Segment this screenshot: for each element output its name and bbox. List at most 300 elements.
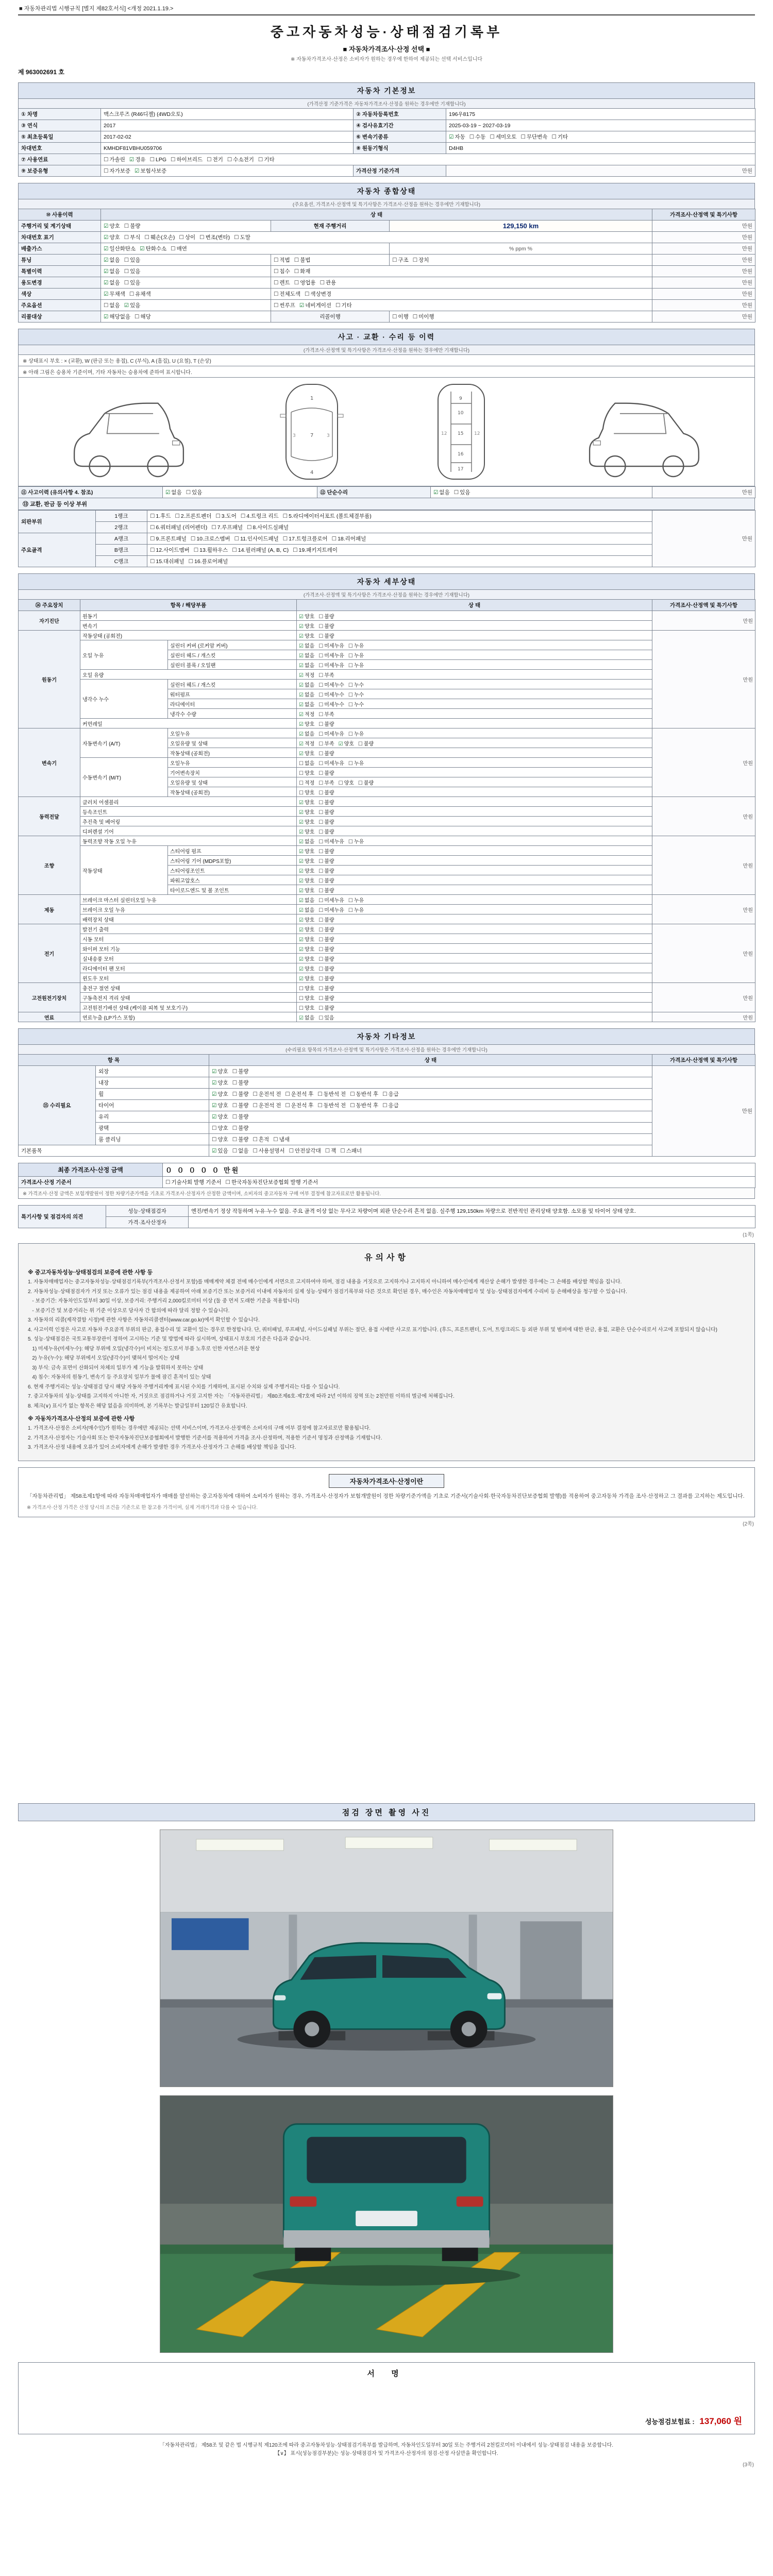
checkbox-탄화수소[interactable]: ☑ 탄화수소 xyxy=(140,246,167,252)
column-header: 항목 / 해당부품 xyxy=(80,600,297,611)
checkbox-16.플로어패널[interactable]: ☐ 16.플로어패널 xyxy=(188,558,228,565)
checkbox-없음[interactable]: ☑ 없음 xyxy=(299,1015,315,1021)
checkbox-양호[interactable]: ☑ 양호 xyxy=(299,633,315,639)
checkbox-불량[interactable]: ☐ 불량 xyxy=(358,780,374,786)
checkbox-불량[interactable]: ☐ 불량 xyxy=(318,633,334,639)
checkbox-관용[interactable]: ☐ 관용 xyxy=(320,280,337,286)
checkbox-상이[interactable]: ☐ 상이 xyxy=(179,234,196,241)
cell xyxy=(297,777,652,787)
checkbox-기타[interactable]: ☐ 기타 xyxy=(258,157,275,163)
checkbox-누수[interactable]: ☐ 누수 xyxy=(348,682,364,688)
checkbox-흔적[interactable]: ☐ 흔적 xyxy=(253,1137,270,1143)
checkbox-양호[interactable]: ☑ 양호 xyxy=(299,614,315,620)
checkbox-불량[interactable]: ☐ 불량 xyxy=(318,976,334,982)
checkbox-한국자동차진단보증협회 발행 기준서[interactable]: ☐ 한국자동차진단보증협회 발행 기준서 xyxy=(225,1179,318,1185)
checkbox-구조[interactable]: ☐ 구조 xyxy=(392,257,409,263)
diagram-note: ※ 아래 그림은 승용차 기준이며, 기타 자동차는 승용차에 준하여 표시합니다. xyxy=(18,366,755,377)
checkbox-11.인사이드패널[interactable]: ☐ 11.인사이드패널 xyxy=(234,536,279,542)
checkbox-3.도어[interactable]: ☐ 3.도어 xyxy=(215,513,237,519)
checkbox-응급[interactable]: ☐ 응급 xyxy=(382,1103,399,1109)
checkbox-적정[interactable]: ☑ 적정 xyxy=(299,741,315,747)
checkbox-누유[interactable]: ☐ 누유 xyxy=(348,731,364,737)
parts-table-title: ⑬ 교환, 판금 등 이상 부위 xyxy=(18,498,755,510)
checkbox-없음[interactable]: ☑ 없음 xyxy=(299,692,315,698)
checkbox-침수[interactable]: ☐ 침수 xyxy=(274,268,290,275)
checkbox-부족[interactable]: ☐ 부족 xyxy=(318,741,334,747)
checkbox-있음[interactable]: ☑ 있음 xyxy=(212,1148,228,1154)
section-basic-info xyxy=(18,82,755,177)
checkbox-색상변경[interactable]: ☐ 색상변경 xyxy=(305,291,331,297)
cell xyxy=(209,1145,652,1157)
checkbox-운전석 전[interactable]: ☐ 운전석 전 xyxy=(253,1103,281,1109)
checkbox-미세누유[interactable]: ☐ 미세누유 xyxy=(318,760,344,767)
cell: ⑨ 보증유형 xyxy=(19,165,101,177)
checkbox-있음[interactable]: ☐ 있음 xyxy=(124,280,141,286)
cell: 만원 xyxy=(652,266,755,277)
checkbox-양호[interactable]: ☑ 양호 xyxy=(299,809,315,816)
checkbox-불량[interactable]: ☐ 불량 xyxy=(318,937,334,943)
checkbox-없음[interactable]: ☑ 없음 xyxy=(433,489,450,496)
checkbox-누유[interactable]: ☐ 누유 xyxy=(348,643,364,649)
cell xyxy=(209,1089,652,1100)
checkbox-적정[interactable]: ☐ 적정 xyxy=(299,780,315,786)
checkbox-미세누수[interactable]: ☐ 미세누수 xyxy=(318,682,344,688)
table-row xyxy=(19,944,755,954)
checkbox-스패너[interactable]: ☐ 스패너 xyxy=(340,1148,362,1154)
checkbox-미세누유[interactable]: ☐ 미세누유 xyxy=(318,731,344,737)
table-row xyxy=(19,1012,755,1022)
section-title: 자동차 세부상태 xyxy=(18,573,755,589)
checkbox-7.루프패널[interactable]: ☐ 7.루프패널 xyxy=(211,524,243,531)
checkbox-불량[interactable]: ☐ 불량 xyxy=(318,721,334,727)
checkbox-14.필러패널 (A, B, C)[interactable]: ☐ 14.필러패널 (A, B, C) xyxy=(232,547,289,553)
table-row xyxy=(19,487,755,498)
section-note: (가격산정 기준가격은 자동차가격조사·산정을 원하는 경우에만 기재합니다) xyxy=(18,98,755,108)
checkbox-양호[interactable]: ☐ 양호 xyxy=(338,780,354,786)
checkbox-양호[interactable]: ☑ 양호 xyxy=(299,946,315,953)
cell: 등속조인트 xyxy=(80,807,297,817)
checkbox-무단변속[interactable]: ☐ 무단변속 xyxy=(520,134,548,140)
checkbox-적법[interactable]: ☐ 적법 xyxy=(274,257,290,263)
checkbox-동반석 후[interactable]: ☐ 동반석 후 xyxy=(350,1103,379,1109)
cell: 고전원전기배선 상태 (케이블 피복 및 보호기구) xyxy=(80,1003,297,1012)
checkbox-운전석 후[interactable]: ☐ 운전석 후 xyxy=(285,1103,314,1109)
checkbox-불량[interactable]: ☐ 불량 xyxy=(318,888,334,894)
checkbox-미세누유[interactable]: ☐ 미세누유 xyxy=(318,907,344,913)
checkbox-미세누수[interactable]: ☐ 미세누수 xyxy=(318,702,344,708)
checkbox-불량[interactable]: ☐ 불량 xyxy=(318,770,334,776)
table-row xyxy=(19,680,755,689)
table-row xyxy=(19,1134,755,1145)
checkbox-없음[interactable]: ☑ 없음 xyxy=(104,268,120,275)
checkbox-불량[interactable]: ☐ 불량 xyxy=(232,1091,249,1097)
inspection-insurance-fee xyxy=(645,2414,742,2427)
checkbox-양호[interactable]: ☑ 양호 xyxy=(299,868,315,874)
checkbox-응급[interactable]: ☐ 응급 xyxy=(382,1091,399,1097)
cell: 특기사항 및 점검자의 의견 xyxy=(19,1206,106,1228)
checkbox-19.패키지트레이[interactable]: ☐ 19.패키지트레이 xyxy=(293,547,338,553)
notice-line: 4. 사고이력 인정은 사고로 자동차 주요골격 부위의 판금, 용접수리 및 교환이 있는 경우로 한정합니다. 단, 쿼터패널, 루프패널, 사이드실패널 부위는 절단, 용접 시에만 사고로 표기합니다. (후드, 프론트펜더, 도어, 트렁크리드 등 외판 부위 및 범퍼에 대한 판금, 용접, 교환은 단순수리로서 사고에 포함되지 않습니다) xyxy=(28,1327,717,1333)
checkbox-동반석 전[interactable]: ☐ 동반석 전 xyxy=(317,1091,346,1097)
cell: 만원 xyxy=(652,836,755,895)
checkbox-운전석 후[interactable]: ☐ 운전석 후 xyxy=(285,1091,314,1097)
checkbox-없음[interactable]: ☑ 없음 xyxy=(104,257,120,263)
table-row xyxy=(19,973,755,983)
section-title: 자동차 종합상태 xyxy=(18,183,755,199)
table-row xyxy=(19,243,755,255)
checkbox-양호[interactable]: ☑ 양호 xyxy=(299,888,315,894)
checkbox-운전석 전[interactable]: ☐ 운전석 전 xyxy=(253,1091,281,1097)
checkbox-기술사회 발행 기준서[interactable]: ☐ 기술사회 발행 기준서 xyxy=(165,1179,222,1185)
checkbox-양호[interactable]: ☑ 양호 xyxy=(299,721,315,727)
checkbox-17.트렁크플로어[interactable]: ☐ 17.트렁크플로어 xyxy=(282,536,328,542)
checkbox-보험사보증[interactable]: ☑ 보험사보증 xyxy=(135,168,167,174)
checkbox-자동[interactable]: ☑ 자동 xyxy=(449,134,465,140)
cell: 라디에이터 팬 모터 xyxy=(80,963,297,973)
column-header: 가격조사·산정액 및 특기사항 xyxy=(652,209,755,221)
checkbox-매연[interactable]: ☐ 매연 xyxy=(171,246,187,252)
checkbox-가솔린[interactable]: ☐ 가솔린 xyxy=(104,157,125,163)
checkbox-양호[interactable]: ☑ 양호 xyxy=(299,819,315,825)
checkbox-부족[interactable]: ☐ 부족 xyxy=(318,780,334,786)
checkbox-무채색[interactable]: ☑ 무채색 xyxy=(104,291,125,297)
checkbox-불량[interactable]: ☐ 불량 xyxy=(318,751,334,757)
checkbox-양호[interactable]: ☑ 양호 xyxy=(299,829,315,835)
cell xyxy=(209,1111,652,1123)
table-row xyxy=(19,1055,755,1066)
table-row xyxy=(19,556,755,567)
cell xyxy=(297,934,652,944)
final-price-table xyxy=(18,1163,755,1188)
checkbox-부족[interactable]: ☐ 부족 xyxy=(318,711,334,718)
checkbox-렌트[interactable]: ☐ 렌트 xyxy=(274,280,290,286)
checkbox-없음[interactable]: ☑ 없음 xyxy=(299,682,315,688)
checkbox-양호[interactable]: ☑ 양호 xyxy=(299,858,315,865)
cell: 고전원전기장치 xyxy=(19,983,80,1012)
checkbox-없음[interactable]: ☐ 없음 xyxy=(104,302,120,309)
checkbox-장치[interactable]: ☐ 장치 xyxy=(412,257,429,263)
cell xyxy=(297,650,652,660)
checkbox-18.리어패널[interactable]: ☐ 18.리어패널 xyxy=(331,536,366,542)
checkbox-전기[interactable]: ☐ 전기 xyxy=(207,157,223,163)
cell: 주행거리 및 계기상태 xyxy=(19,221,101,232)
column-header: ⑩ 사용이력 xyxy=(19,209,101,221)
cell xyxy=(101,255,271,266)
checkbox-양호[interactable]: ☑ 양호 xyxy=(299,751,315,757)
cell: 가격산정 기준가격 xyxy=(354,165,446,177)
checkbox-불량[interactable]: ☐ 불량 xyxy=(232,1125,249,1131)
cell xyxy=(297,905,652,914)
checkbox-없음[interactable]: ☑ 없음 xyxy=(299,653,315,659)
cell: 129,150 km xyxy=(390,221,652,232)
checkbox-있음[interactable]: ☐ 있음 xyxy=(453,489,470,496)
checkbox-전체도색[interactable]: ☐ 전체도색 xyxy=(274,291,300,297)
checkbox-미세누유[interactable]: ☐ 미세누유 xyxy=(318,839,344,845)
checkbox-불량[interactable]: ☐ 불량 xyxy=(318,917,334,923)
cell: 작동상태 xyxy=(80,846,168,895)
checkbox-훼손(오손)[interactable]: ☐ 훼손(오손) xyxy=(144,234,175,241)
checkbox-불량[interactable]: ☐ 불량 xyxy=(318,623,334,630)
checkbox-양호[interactable]: ☐ 양호 xyxy=(299,995,315,1002)
checkbox-동반석 전[interactable]: ☐ 동반석 전 xyxy=(317,1103,346,1109)
table-row xyxy=(19,993,755,1003)
checkbox-불량[interactable]: ☐ 불량 xyxy=(318,878,334,884)
checkbox-없음[interactable]: ☐ 없음 xyxy=(299,760,315,767)
table-row xyxy=(19,621,755,631)
fee-label: 성능점검보험료 : xyxy=(645,2418,695,2426)
checkbox-없음[interactable]: ☑ 없음 xyxy=(299,907,315,913)
checkbox-양호[interactable]: ☑ 양호 xyxy=(299,927,315,933)
checkbox-없음[interactable]: ☑ 없음 xyxy=(104,280,120,286)
checkbox-적정[interactable]: ☑ 적정 xyxy=(299,672,315,679)
checkbox-있음[interactable]: ☐ 있음 xyxy=(124,257,141,263)
cell xyxy=(209,1123,652,1134)
checkbox-미세누유[interactable]: ☐ 미세누유 xyxy=(318,663,344,669)
cell: 브레이크 오일 누유 xyxy=(80,905,297,914)
checkbox-12.사이드멤버[interactable]: ☐ 12.사이드멤버 xyxy=(150,547,190,553)
checkbox-1.후드[interactable]: ☐ 1.후드 xyxy=(150,513,171,519)
checkbox-사용설명서[interactable]: ☐ 사용설명서 xyxy=(253,1148,285,1154)
checkbox-양호[interactable]: ☑ 양호 xyxy=(299,878,315,884)
checkbox-양호[interactable]: ☑ 양호 xyxy=(212,1103,228,1109)
section-title: 자동차 기본정보 xyxy=(18,82,755,98)
checkbox-불량[interactable]: ☐ 불량 xyxy=(318,1005,334,1011)
cell: 실린더 헤드 / 개스킷 xyxy=(168,680,297,689)
table-row xyxy=(19,1089,755,1100)
cell: 리콜이행 xyxy=(271,311,390,323)
checkbox-양호[interactable]: ☑ 양호 xyxy=(104,234,120,241)
checkbox-없음[interactable]: ☑ 없음 xyxy=(299,663,315,669)
checkbox-불량[interactable]: ☐ 불량 xyxy=(232,1137,249,1143)
checkbox-양호[interactable]: ☑ 양호 xyxy=(299,917,315,923)
page-break-gap xyxy=(18,1529,755,1797)
cell: 만원 xyxy=(652,728,755,797)
checkbox-양호[interactable]: ☑ 양호 xyxy=(212,1114,228,1120)
checkbox-불량[interactable]: ☐ 불량 xyxy=(232,1114,249,1120)
checkbox-양호[interactable]: ☑ 양호 xyxy=(299,800,315,806)
checkbox-불량[interactable]: ☐ 불량 xyxy=(318,986,334,992)
svg-text:15: 15 xyxy=(458,431,464,436)
checkbox-네비게이션[interactable]: ☑ 네비게이션 xyxy=(299,302,331,309)
cell xyxy=(297,787,652,797)
cell: 시동 모터 xyxy=(80,934,297,944)
checkbox-자가보증[interactable]: ☐ 자가보증 xyxy=(104,168,130,174)
checkbox-부족[interactable]: ☐ 부족 xyxy=(318,672,334,679)
cell: 워터펌프 xyxy=(168,689,297,699)
checkbox-양호[interactable]: ☐ 양호 xyxy=(212,1137,228,1143)
document-number: 제 963002691 호 xyxy=(18,69,64,76)
cell xyxy=(297,993,652,1003)
checkbox-누유[interactable]: ☐ 누유 xyxy=(348,897,364,904)
checkbox-있음[interactable]: ☐ 있음 xyxy=(124,268,141,275)
checkbox-변조(변타)[interactable]: ☐ 변조(변타) xyxy=(199,234,230,241)
checkbox-양호[interactable]: ☐ 양호 xyxy=(299,790,315,796)
checkbox-있음[interactable]: ☐ 있음 xyxy=(318,1015,334,1021)
cell: 동력전달 xyxy=(19,797,80,836)
notice-line: 3. 자동차의 리콜(제작결함 시정)에 관한 사항은 자동차리콜센터(www.car.go.kr)에서 확인할 수 있습니다. xyxy=(28,1317,260,1323)
checkbox-양호[interactable]: ☑ 양호 xyxy=(299,966,315,972)
checkbox-이행[interactable]: ☐ 이행 xyxy=(392,314,409,320)
table-row xyxy=(19,914,755,924)
cell xyxy=(101,154,755,165)
checkbox-불량[interactable]: ☐ 불량 xyxy=(232,1080,249,1086)
checkbox-누유[interactable]: ☐ 누유 xyxy=(348,760,364,767)
checkbox-미세누유[interactable]: ☐ 미세누유 xyxy=(318,897,344,904)
cell: 오일 누유 xyxy=(80,640,168,670)
cell: 스티어링 기어 (MDPS포함) xyxy=(168,856,297,866)
cell: 만원 xyxy=(652,611,755,631)
checkbox-안전삼각대[interactable]: ☐ 안전삼각대 xyxy=(289,1148,321,1154)
checkbox-기타[interactable]: ☐ 기타 xyxy=(551,134,568,140)
checkbox-양호[interactable]: ☐ 양호 xyxy=(299,1005,315,1011)
checkbox-없음[interactable]: ☑ 없음 xyxy=(299,731,315,737)
cell: ⑥ 변속기종류 xyxy=(354,131,446,143)
checkbox-10.크로스멤버[interactable]: ☐ 10.크로스멤버 xyxy=(190,536,230,542)
checkbox-불법[interactable]: ☐ 불법 xyxy=(294,257,311,263)
checkbox-부식[interactable]: ☐ 부식 xyxy=(124,234,141,241)
checkbox-불량[interactable]: ☐ 불량 xyxy=(124,223,141,229)
checkbox-없음[interactable]: ☑ 없음 xyxy=(299,643,315,649)
checkbox-미세누유[interactable]: ☐ 미세누유 xyxy=(318,653,344,659)
checkbox-양호[interactable]: ☑ 양호 xyxy=(299,937,315,943)
checkbox-영업용[interactable]: ☐ 영업용 xyxy=(294,280,316,286)
notice-line: 4) 침수: 자동차의 원동기, 변속기 등 주요장치 일부가 물에 잠긴 흔적이 있는 상태 xyxy=(28,1375,211,1380)
checkbox-6.쿼터패널 (리어펜더)[interactable]: ☐ 6.쿼터패널 (리어펜더) xyxy=(150,524,208,531)
checkbox-있음[interactable]: ☐ 있음 xyxy=(186,489,203,496)
checkbox-누수[interactable]: ☐ 누수 xyxy=(348,692,364,698)
checkbox-양호[interactable]: ☑ 양호 xyxy=(299,623,315,630)
checkbox-양호[interactable]: ☑ 양호 xyxy=(338,741,354,747)
checkbox-불량[interactable]: ☐ 불량 xyxy=(318,829,334,835)
cell xyxy=(101,277,271,289)
checkbox-일산화탄소[interactable]: ☑ 일산화탄소 xyxy=(104,246,136,252)
checkbox-누유[interactable]: ☐ 누유 xyxy=(348,907,364,913)
cell: 오일유량 및 상태 xyxy=(168,777,297,787)
checkbox-불량[interactable]: ☐ 불량 xyxy=(318,956,334,962)
checkbox-잭[interactable]: ☐ 잭 xyxy=(325,1148,337,1154)
cell xyxy=(297,875,652,885)
checkbox-냄새[interactable]: ☐ 냄새 xyxy=(273,1137,290,1143)
checkbox-불량[interactable]: ☐ 불량 xyxy=(318,819,334,825)
checkbox-미세누유[interactable]: ☐ 미세누유 xyxy=(318,643,344,649)
cell xyxy=(297,924,652,934)
checkbox-양호[interactable]: ☑ 양호 xyxy=(104,223,120,229)
cell xyxy=(271,277,652,289)
checkbox-2.프론트펜더[interactable]: ☐ 2.프론트펜더 xyxy=(175,513,212,519)
checkbox-양호[interactable]: ☐ 양호 xyxy=(299,986,315,992)
checkbox-적정[interactable]: ☑ 적정 xyxy=(299,711,315,718)
column-header: 상 태 xyxy=(209,1055,652,1066)
checkbox-불량[interactable]: ☐ 불량 xyxy=(318,927,334,933)
checkbox-양호[interactable]: ☐ 양호 xyxy=(212,1125,228,1131)
checkbox-LPG[interactable]: ☐ LPG xyxy=(149,157,167,163)
cell xyxy=(209,1134,652,1145)
checkbox-해당없음[interactable]: ☑ 해당없음 xyxy=(104,314,130,320)
checkbox-5.라디에이터서포트 (볼트체결부품)[interactable]: ☐ 5.라디에이터서포트 (볼트체결부품) xyxy=(282,513,372,519)
checkbox-15.대쉬패널[interactable]: ☐ 15.대쉬패널 xyxy=(150,558,184,565)
checkbox-누유[interactable]: ☐ 누유 xyxy=(348,839,364,845)
section-etc-info xyxy=(18,1028,755,1157)
checkbox-수소전기[interactable]: ☐ 수소전기 xyxy=(227,157,254,163)
checkbox-세미오토[interactable]: ☐ 세미오토 xyxy=(490,134,517,140)
checkbox-불량[interactable]: ☐ 불량 xyxy=(318,868,334,874)
checkbox-8.사이드실패널[interactable]: ☐ 8.사이드실패널 xyxy=(247,524,289,531)
checkbox-누수[interactable]: ☐ 누수 xyxy=(348,702,364,708)
checkbox-양호[interactable]: ☑ 양호 xyxy=(299,849,315,855)
checkbox-불량[interactable]: ☐ 불량 xyxy=(358,741,374,747)
cell: 최종 가격조사·산정 금액 xyxy=(19,1163,163,1177)
checkbox-양호[interactable]: ☑ 양호 xyxy=(212,1091,228,1097)
svg-text:7: 7 xyxy=(310,433,314,438)
checkbox-있음[interactable]: ☑ 있음 xyxy=(124,302,141,309)
pricing-definition-text: 「자동차관리법」 제58조제1항에 따라 자동차매매업자가 매매를 알선하는 중고자동차에 대하여 소비자가 원하는 경우, 가격조사·산정자가 보험개발원이 정한 차량기준가액을 기초로 기준서(기술사회·한국자동차진단보증협회 발행)를 적용하여 중고자동차 가격을 조사·산정하고 그 결과를 고지하는 제도입니다. xyxy=(27,1493,745,1499)
checkbox-없음[interactable]: ☐ 없음 xyxy=(232,1148,249,1154)
cell: ⑪ 사고이력 (유의사항 4. 참조) xyxy=(19,487,163,498)
checkbox-누유[interactable]: ☐ 누유 xyxy=(348,653,364,659)
checkbox-불량[interactable]: ☐ 불량 xyxy=(318,995,334,1002)
table-row xyxy=(19,1100,755,1111)
svg-text:10: 10 xyxy=(458,411,464,416)
checkbox-하이브리드[interactable]: ☐ 하이브리드 xyxy=(171,157,203,163)
checkbox-양호[interactable]: ☑ 양호 xyxy=(212,1080,228,1086)
checkbox-누유[interactable]: ☐ 누유 xyxy=(348,663,364,669)
checkbox-화재[interactable]: ☐ 화재 xyxy=(294,268,311,275)
checkbox-없음[interactable]: ☑ 없음 xyxy=(299,897,315,904)
checkbox-양호[interactable]: ☐ 양호 xyxy=(299,770,315,776)
checkbox-해당[interactable]: ☐ 해당 xyxy=(135,314,151,320)
checkbox-썬루프[interactable]: ☐ 썬루프 xyxy=(274,302,295,309)
notices-block xyxy=(18,1243,755,1461)
checkbox-없음[interactable]: ☑ 없음 xyxy=(165,489,182,496)
cell: 오일유량 및 상태 xyxy=(168,738,297,748)
checkbox-불량[interactable]: ☐ 불량 xyxy=(318,946,334,953)
checkbox-불량[interactable]: ☐ 불량 xyxy=(318,614,334,620)
cell: 만원 xyxy=(652,232,755,243)
checkbox-13.휠하우스[interactable]: ☐ 13.휠하우스 xyxy=(193,547,228,553)
checkbox-경유[interactable]: ☑ 경유 xyxy=(129,157,146,163)
checkbox-불량[interactable]: ☐ 불량 xyxy=(318,858,334,865)
cell: 2랭크 xyxy=(96,522,147,533)
checkbox-양호[interactable]: ☑ 양호 xyxy=(299,956,315,962)
cell: ⑮ 수리필요 xyxy=(19,1066,96,1145)
checkbox-4.트렁크 리드[interactable]: ☐ 4.트렁크 리드 xyxy=(240,513,279,519)
checkbox-불량[interactable]: ☐ 불량 xyxy=(318,849,334,855)
checkbox-불량[interactable]: ☐ 불량 xyxy=(318,966,334,972)
checkbox-불량[interactable]: ☐ 불량 xyxy=(318,809,334,816)
checkbox-불량[interactable]: ☐ 불량 xyxy=(232,1103,249,1109)
cell: ③ 연식 xyxy=(19,120,101,131)
checkbox-도말[interactable]: ☐ 도말 xyxy=(234,234,250,241)
checkbox-불량[interactable]: ☐ 불량 xyxy=(232,1069,249,1075)
checkbox-없음[interactable]: ☑ 없음 xyxy=(299,839,315,845)
checkbox-기타[interactable]: ☐ 기타 xyxy=(335,302,352,309)
cell: 엔진/변속기 정상 작동하며 누유·누수 없음. 주요 골격 이상 없는 무사고 차량이며 외판 단순수리 흔적 없음. 실주행 129,150km 차량으로 전반적인 관리상태 양호함. 소모품 및 타이어 상태 양호. xyxy=(189,1206,755,1217)
cell: 2017-02-02 xyxy=(101,131,354,143)
checkbox-미세누수[interactable]: ☐ 미세누수 xyxy=(318,692,344,698)
cell xyxy=(297,914,652,924)
cell: 만원 xyxy=(652,277,755,289)
checkbox-양호[interactable]: ☑ 양호 xyxy=(299,976,315,982)
checkbox-9.프론트패널[interactable]: ☐ 9.프론트패널 xyxy=(150,536,187,542)
checkbox-없음[interactable]: ☑ 없음 xyxy=(299,702,315,708)
checkbox-불량[interactable]: ☐ 불량 xyxy=(318,790,334,796)
checkbox-유채색[interactable]: ☐ 유채색 xyxy=(129,291,151,297)
checkbox-수동[interactable]: ☐ 수동 xyxy=(469,134,486,140)
checkbox-불량[interactable]: ☐ 불량 xyxy=(318,800,334,806)
checkbox-동반석 후[interactable]: ☐ 동반석 후 xyxy=(350,1091,379,1097)
checkbox-미이행[interactable]: ☐ 미이행 xyxy=(412,314,434,320)
checkbox-양호[interactable]: ☑ 양호 xyxy=(212,1069,228,1075)
